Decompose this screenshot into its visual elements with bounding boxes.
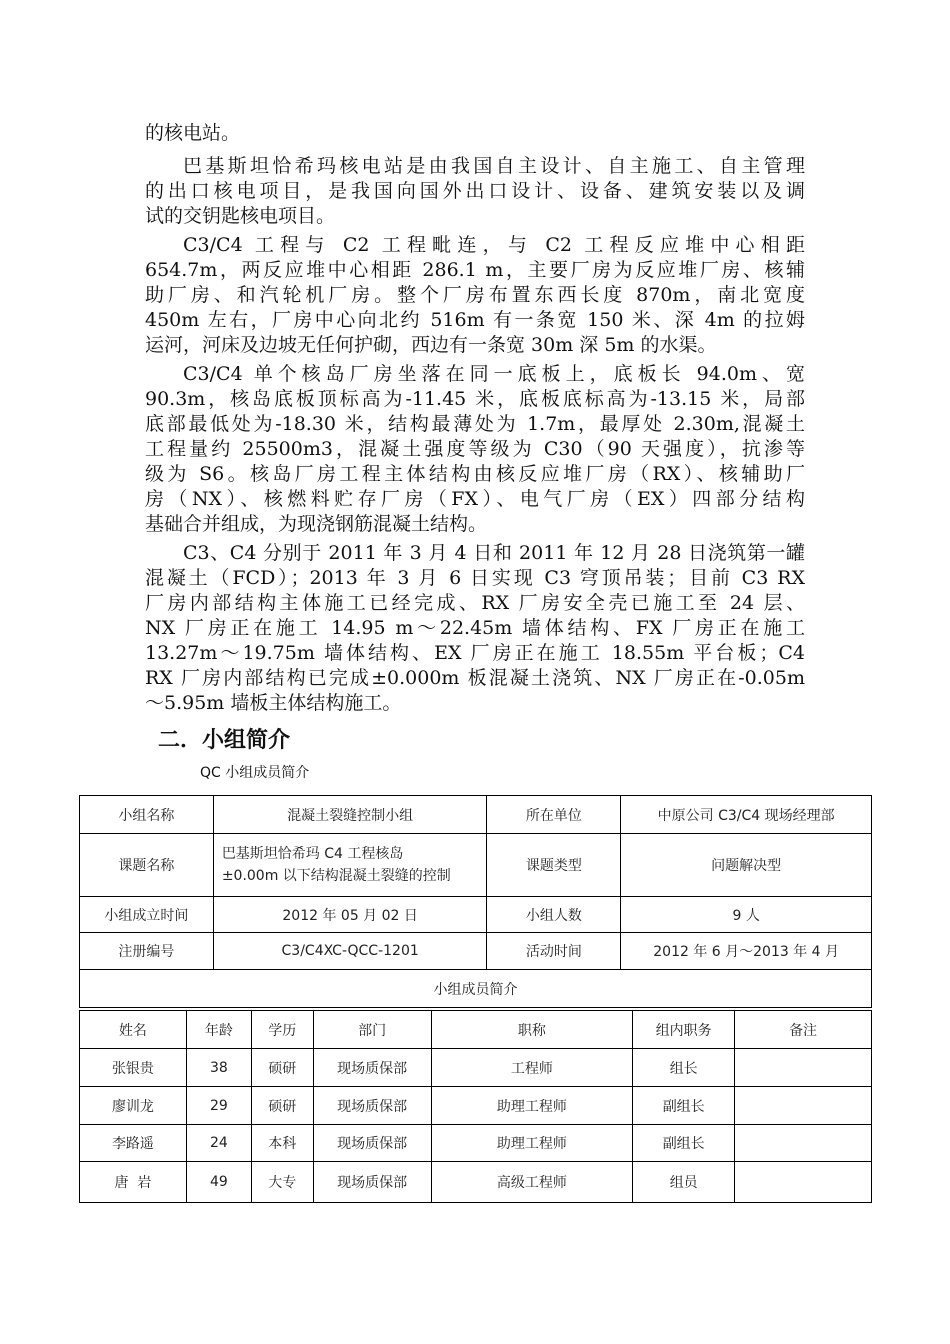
text-line: 90.3m，核岛底板顶标高为-11.45 米，底板底标高为-13.15 米，局部 <box>145 388 805 410</box>
member-title: 助理工程师 <box>431 1087 633 1125</box>
table-caption: QC 小组成员简介 <box>200 765 310 781</box>
unit-label: 所在单位 <box>487 796 621 834</box>
paragraph-overview <box>145 154 805 229</box>
table-header-row <box>80 1011 872 1049</box>
table-row <box>80 970 872 1008</box>
member-age: 24 <box>186 1125 251 1162</box>
table-row <box>80 1049 872 1087</box>
unit-value: 中原公司 C3/C4 现场经理部 <box>621 796 872 834</box>
text-line: 运河，河床及边坡无任何护砌，西边有一条宽 30m 深 5m 的水渠。 <box>145 334 717 356</box>
text-line: 底部最低处为-18.30 米，结构最薄处为 1.7m，最厚处 2.30m,混凝土 <box>145 413 805 435</box>
header-name: 姓名 <box>80 1011 187 1049</box>
member-remarks <box>735 1162 872 1203</box>
text-line: 试的交钥匙核电项目。 <box>145 205 336 227</box>
member-title: 助理工程师 <box>431 1125 633 1162</box>
header-title: 职称 <box>431 1011 633 1049</box>
topic-line: 巴基斯坦恰希玛 C4 工程核岛 <box>221 846 404 862</box>
group-name-value: 混凝土裂缝控制小组 <box>213 796 487 834</box>
member-role: 组员 <box>633 1162 735 1203</box>
founded-value: 2012 年 05 月 02 日 <box>213 897 487 933</box>
member-table <box>79 1010 872 1203</box>
member-education: 硕研 <box>251 1049 313 1087</box>
registration-label: 注册编号 <box>80 933 214 970</box>
table-row <box>80 1087 872 1125</box>
table-row <box>80 834 872 897</box>
founded-label: 小组成立时间 <box>80 897 214 933</box>
member-department: 现场质保部 <box>313 1125 431 1162</box>
member-remarks <box>735 1125 872 1162</box>
member-remarks <box>735 1049 872 1087</box>
paragraph-progress <box>145 541 805 716</box>
member-title: 高级工程师 <box>431 1162 633 1203</box>
member-age: 38 <box>186 1049 251 1087</box>
text-line: NX 厂房正在施工 14.95 m～22.45m 墙体结构、FX 厂房正在施工 <box>145 617 805 639</box>
section-heading: 二．小组简介 <box>158 728 291 753</box>
header-age: 年龄 <box>186 1011 251 1049</box>
text-line: 厂房内部结构主体施工已经完成、RX 厂房安全壳已施工至 24 层、 <box>145 592 805 614</box>
member-department: 现场质保部 <box>313 1087 431 1125</box>
member-age: 49 <box>186 1162 251 1203</box>
text-line: C3/C4 工程与 C2 工程毗连，与 C2 工程反应堆中心相距 <box>183 234 805 256</box>
paragraph-site-layout <box>145 233 805 358</box>
paragraph-structure <box>145 362 805 537</box>
text-line: RX 厂房内部结构已完成±0.000m 板混凝土浇筑、NX 厂房正在-0.05m <box>145 667 805 689</box>
member-education: 大专 <box>251 1162 313 1203</box>
text-line: 混凝土（FCD）；2013 年 3 月 6 日实现 C3 穹顶吊装；目前 C3 RX <box>145 567 805 589</box>
count-label: 小组人数 <box>487 897 621 933</box>
group-info-table <box>79 795 872 1008</box>
type-label: 课题类型 <box>487 834 621 897</box>
text-line: 654.7m，两反应堆中心相距 286.1 m，主要厂房为反应堆厂房、核辅 <box>145 259 805 281</box>
header-education: 学历 <box>251 1011 313 1049</box>
text-line: C3/C4 单个核岛厂房坐落在同一底板上，底板长 94.0m、宽 <box>183 363 805 385</box>
text-line: 房（NX）、核燃料贮存厂房（FX）、电气厂房（EX）四部分结构 <box>145 488 805 510</box>
topic-label: 课题名称 <box>80 834 214 897</box>
member-role: 副组长 <box>633 1087 735 1125</box>
text-line: 助厂房、和汽轮机厂房。整个厂房布置东西长度 870m，南北宽度 <box>145 284 805 306</box>
text-line: 级为 S6。核岛厂房工程主体结构由核反应堆厂房（RX）、核辅助厂 <box>145 463 805 485</box>
registration-value: C3/C4XC-QCC-1201 <box>213 933 487 970</box>
member-education: 硕研 <box>251 1087 313 1125</box>
table-row <box>80 796 872 834</box>
text-line: 13.27m～19.75m 墙体结构、EX 厂房正在施工 18.55m 平台板；C4 <box>145 642 805 664</box>
text-line: 的核电站。 <box>145 122 241 144</box>
text-line: 的出口核电项目，是我国向国外出口设计、设备、建筑安装以及调 <box>145 180 805 202</box>
text-line: 450m 左右，厂房中心向北约 516m 有一条宽 150 米、深 4m 的拉姆 <box>145 309 805 331</box>
text-line: 基础合并组成，为现浇钢筋混凝土结构。 <box>145 513 488 535</box>
table-row <box>80 1125 872 1162</box>
period-label: 活动时间 <box>487 933 621 970</box>
member-role: 副组长 <box>633 1125 735 1162</box>
member-name: 张银贵 <box>80 1049 187 1087</box>
table-row <box>80 1162 872 1203</box>
header-remarks: 备注 <box>735 1011 872 1049</box>
text-line: 工程量约 25500m3，混凝土强度等级为 C30（90 天强度），抗渗等 <box>145 438 805 460</box>
member-education: 本科 <box>251 1125 313 1162</box>
member-department: 现场质保部 <box>313 1049 431 1087</box>
topic-line: ±0.00m 以下结构混凝土裂缝的控制 <box>221 868 451 884</box>
table-row <box>80 897 872 933</box>
member-name: 唐 岩 <box>80 1162 187 1203</box>
group-name-label: 小组名称 <box>80 796 214 834</box>
text-line: ～5.95m 墙板主体结构施工。 <box>145 692 402 714</box>
member-age: 29 <box>186 1087 251 1125</box>
member-department: 现场质保部 <box>313 1162 431 1203</box>
table-row <box>80 933 872 970</box>
members-section-title: 小组成员简介 <box>80 970 872 1008</box>
member-remarks <box>735 1087 872 1125</box>
member-title: 工程师 <box>431 1049 633 1087</box>
type-value: 问题解决型 <box>621 834 872 897</box>
header-department: 部门 <box>313 1011 431 1049</box>
member-name: 李路遥 <box>80 1125 187 1162</box>
paragraph-intro-end <box>145 121 805 146</box>
member-name: 廖训龙 <box>80 1087 187 1125</box>
count-value: 9 人 <box>621 897 872 933</box>
text-line: C3、C4 分别于 2011 年 3 月 4 日和 2011 年 12 月 28 日浇筑第一罐 <box>183 542 805 564</box>
header-role: 组内职务 <box>633 1011 735 1049</box>
text-line: 巴基斯坦恰希玛核电站是由我国自主设计、自主施工、自主管理 <box>183 155 805 177</box>
member-role: 组长 <box>633 1049 735 1087</box>
topic-value <box>213 834 487 897</box>
period-value: 2012 年 6 月～2013 年 4 月 <box>621 933 872 970</box>
